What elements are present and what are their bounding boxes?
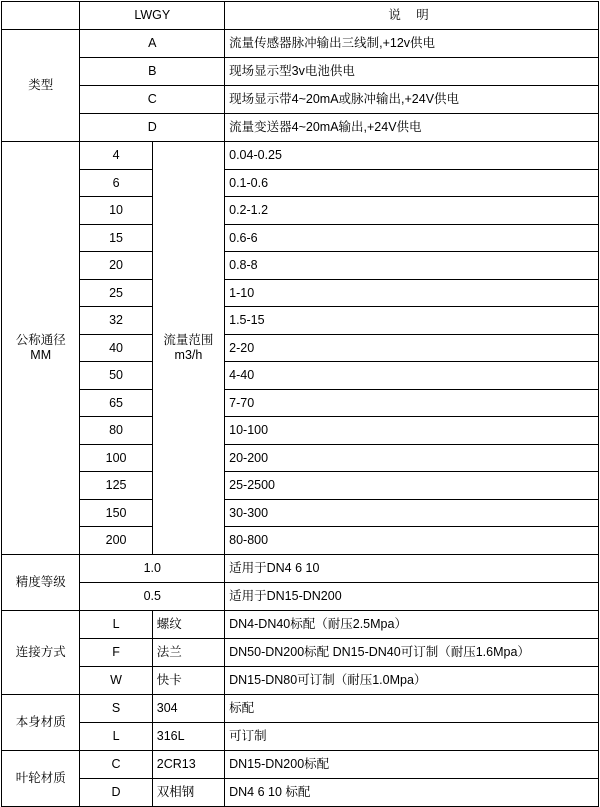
header-blank-cell xyxy=(2,2,80,30)
row-desc: DN4 6 10 标配 xyxy=(225,778,599,806)
row-code: 150 xyxy=(80,499,152,527)
row-code: 32 xyxy=(80,307,152,335)
row-name: 双相钢 xyxy=(152,778,224,806)
row-desc: 流量变送器4~20mA输出,+24V供电 xyxy=(225,114,599,142)
row-desc: 2-20 xyxy=(225,334,599,362)
row-code: 40 xyxy=(80,334,152,362)
table-row xyxy=(2,334,599,362)
row-desc: 0.1-0.6 xyxy=(225,169,599,197)
group-label-nominal-diameter xyxy=(2,142,80,555)
table-row xyxy=(2,750,599,778)
row-code: 125 xyxy=(80,472,152,500)
table-row xyxy=(2,224,599,252)
row-code: L xyxy=(80,610,152,638)
row-desc: 80-800 xyxy=(225,527,599,555)
row-code: L xyxy=(80,722,152,750)
table-row xyxy=(2,722,599,750)
flow-range-label xyxy=(152,142,224,555)
group-label-connection: 连接方式 xyxy=(2,610,80,694)
group-label-body-material: 本身材质 xyxy=(2,694,80,750)
row-code: C xyxy=(80,86,225,114)
row-code: 80 xyxy=(80,417,152,445)
table-row xyxy=(2,114,599,142)
table-row xyxy=(2,58,599,86)
row-desc: DN4-DN40标配（耐压2.5Mpa） xyxy=(225,610,599,638)
row-name: 快卡 xyxy=(152,666,224,694)
group-label-type: 类型 xyxy=(2,30,80,142)
row-name: 2CR13 xyxy=(152,750,224,778)
row-code: A xyxy=(80,30,225,58)
table-row xyxy=(2,362,599,390)
row-code: B xyxy=(80,58,225,86)
table-row xyxy=(2,197,599,225)
row-code: 15 xyxy=(80,224,152,252)
row-desc: 现场显示型3v电池供电 xyxy=(225,58,599,86)
table-row xyxy=(2,279,599,307)
table-row xyxy=(2,554,599,582)
group-label-accuracy: 精度等级 xyxy=(2,554,80,610)
row-desc: 1.5-15 xyxy=(225,307,599,335)
row-desc: 0.2-1.2 xyxy=(225,197,599,225)
group-label-line2: MM xyxy=(30,347,52,362)
header-code-cell: LWGY xyxy=(80,2,225,30)
table-row xyxy=(2,307,599,335)
row-desc: 20-200 xyxy=(225,444,599,472)
table-row xyxy=(2,417,599,445)
table-row xyxy=(2,86,599,114)
row-desc: 25-2500 xyxy=(225,472,599,500)
row-desc: 标配 xyxy=(225,694,599,722)
row-desc: 4-40 xyxy=(225,362,599,390)
row-code: 1.0 xyxy=(80,554,225,582)
group-label-line1: 公称通径 xyxy=(15,333,66,348)
row-desc: 现场显示带4~20mA或脉冲输出,+24V供电 xyxy=(225,86,599,114)
row-code: S xyxy=(80,694,152,722)
table-row xyxy=(2,472,599,500)
row-name: 法兰 xyxy=(152,638,224,666)
row-desc: 流量传感器脉冲输出三线制,+12v供电 xyxy=(225,30,599,58)
row-desc: 0.04-0.25 xyxy=(225,142,599,170)
row-desc: DN15-DN80可订制（耐压1.0Mpa） xyxy=(225,666,599,694)
row-code: D xyxy=(80,778,152,806)
row-code: 6 xyxy=(80,169,152,197)
row-desc: DN15-DN200标配 xyxy=(225,750,599,778)
row-code: C xyxy=(80,750,152,778)
row-code: 20 xyxy=(80,252,152,280)
row-desc: 10-100 xyxy=(225,417,599,445)
flow-range-line1: 流量范围 xyxy=(163,333,214,348)
row-name: 304 xyxy=(152,694,224,722)
table-row xyxy=(2,666,599,694)
row-code: F xyxy=(80,638,152,666)
header-desc-cell: 说 明 xyxy=(225,2,599,30)
row-desc: 0.6-6 xyxy=(225,224,599,252)
row-code: 100 xyxy=(80,444,152,472)
row-code: 4 xyxy=(80,142,152,170)
table-row xyxy=(2,389,599,417)
table-row xyxy=(2,778,599,806)
row-code: 200 xyxy=(80,527,152,555)
row-code: 10 xyxy=(80,197,152,225)
table-row xyxy=(2,444,599,472)
row-desc: 0.8-8 xyxy=(225,252,599,280)
row-desc: 适用于DN15-DN200 xyxy=(225,582,599,610)
specification-table xyxy=(1,1,599,807)
group-label-impeller-material: 叶轮材质 xyxy=(2,750,80,806)
row-code: 0.5 xyxy=(80,582,225,610)
table-row xyxy=(2,527,599,555)
row-code: 65 xyxy=(80,389,152,417)
row-name: 316L xyxy=(152,722,224,750)
row-desc: 1-10 xyxy=(225,279,599,307)
row-desc: DN50-DN200标配 DN15-DN40可订制（耐压1.6Mpa） xyxy=(225,638,599,666)
table-row xyxy=(2,169,599,197)
table-row xyxy=(2,638,599,666)
table-row xyxy=(2,610,599,638)
row-code: W xyxy=(80,666,152,694)
table-row xyxy=(2,30,599,58)
row-desc: 可订制 xyxy=(225,722,599,750)
row-desc: 30-300 xyxy=(225,499,599,527)
table-row xyxy=(2,499,599,527)
table-row xyxy=(2,694,599,722)
table-row xyxy=(2,142,599,170)
flow-range-line2: m3/h xyxy=(174,347,203,362)
row-desc: 7-70 xyxy=(225,389,599,417)
table-header-row xyxy=(2,2,599,30)
row-name: 螺纹 xyxy=(152,610,224,638)
table-row xyxy=(2,252,599,280)
row-desc: 适用于DN4 6 10 xyxy=(225,554,599,582)
row-code: D xyxy=(80,114,225,142)
table-row xyxy=(2,582,599,610)
row-code: 25 xyxy=(80,279,152,307)
row-code: 50 xyxy=(80,362,152,390)
